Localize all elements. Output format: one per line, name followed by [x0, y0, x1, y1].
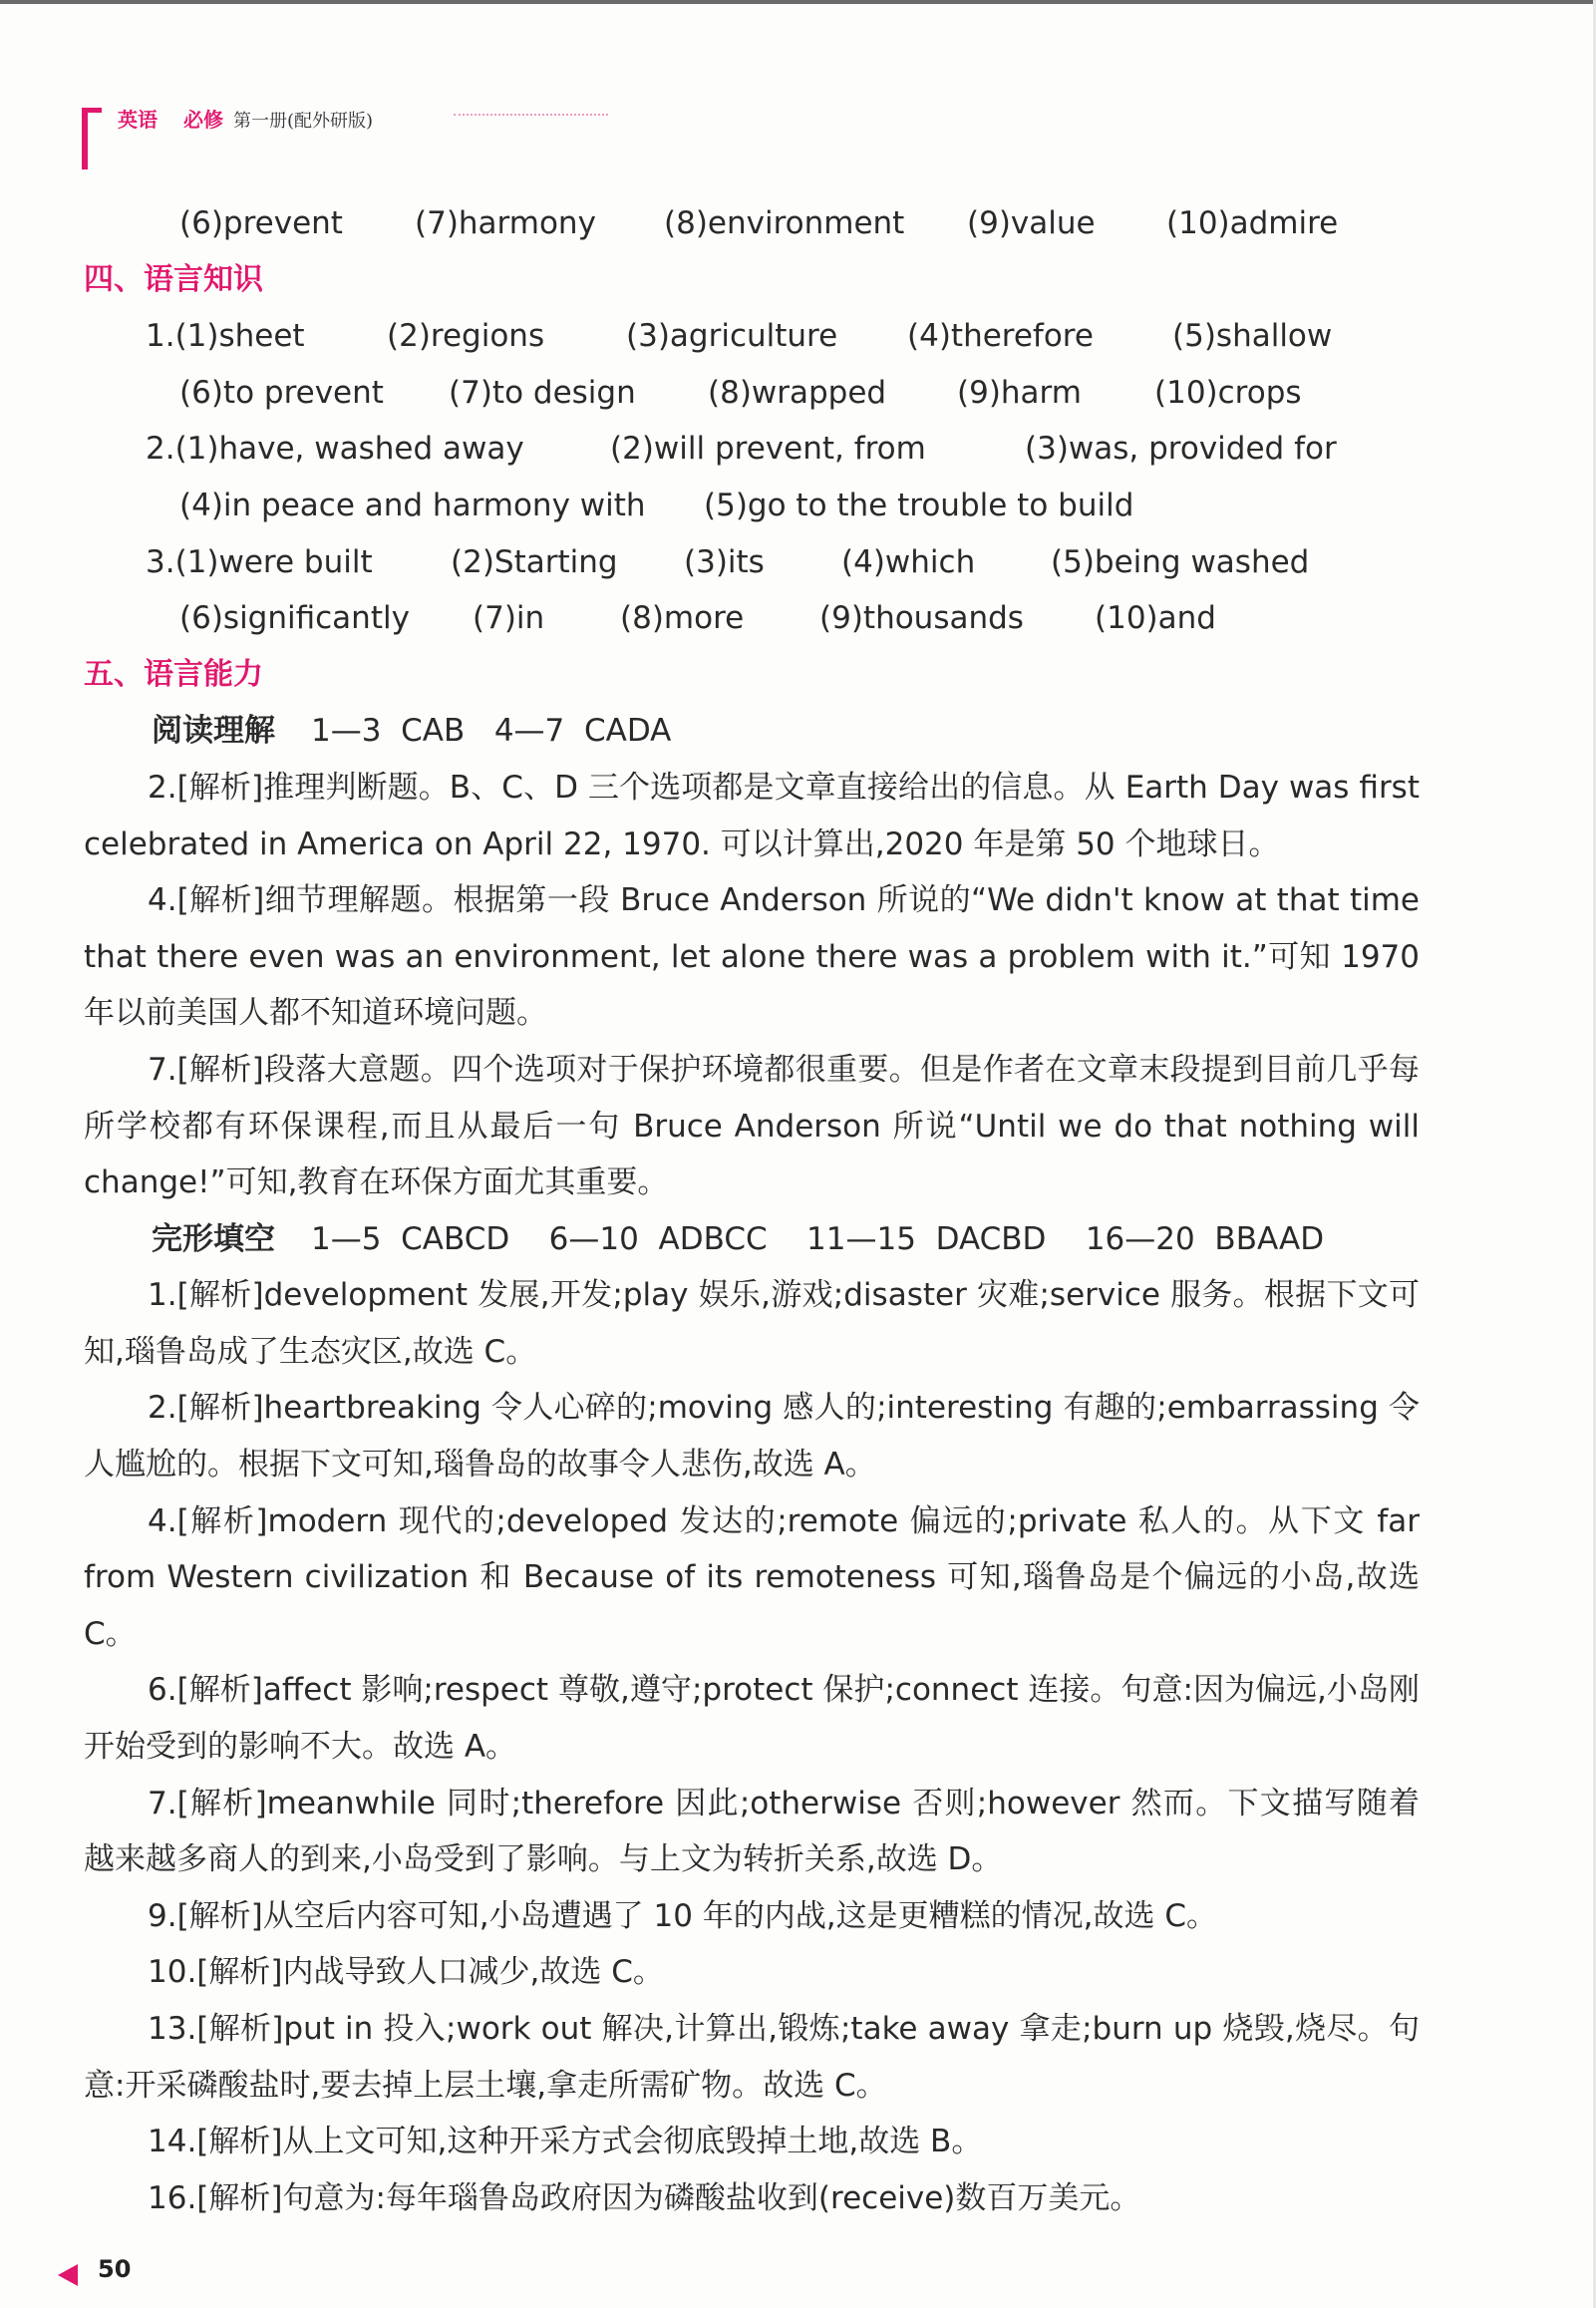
- reading-answers: 1—3 CAB 4—7 CADA: [311, 713, 672, 750]
- explanation-paragraph: [84, 1888, 1420, 1945]
- answer-item: (4)therefore: [907, 318, 1094, 355]
- answer-item: (10)and: [1095, 600, 1216, 637]
- explanation-text: 6.[解析]affect 影响;respect 尊敬,遵守;protect 保护;connect 连接。句意:因为偏远,小岛刚开始受到的影响不大。故选 A。: [84, 1672, 1420, 1766]
- answer-row: [84, 195, 1420, 252]
- explanation-paragraph: [84, 1042, 1420, 1211]
- explanation-paragraph: [84, 1944, 1420, 2001]
- answer-item: (5)shallow: [1172, 318, 1333, 355]
- answer-item: (6)significantly: [179, 600, 410, 637]
- answer-item: (9)thousands: [819, 600, 1024, 637]
- explanation-paragraph: [84, 760, 1420, 872]
- explanation-text: 2.[解析]heartbreaking 令人心碎的;moving 感人的;interesting 有趣的;embarrassing 令人尴尬的。根据下文可知,瑙鲁岛的故事令人悲伤,故选 A。: [84, 1390, 1420, 1484]
- explanation-text: 1.[解析]development 发展,开发;play 娱乐,游戏;disaster 灾难;service 服务。根据下文可知,瑙鲁岛成了生态灾区,故选 C。: [84, 1277, 1420, 1370]
- explanation-paragraph: [84, 1662, 1420, 1775]
- explanation-paragraph: [84, 1267, 1420, 1380]
- answer-item: (7)harmony: [415, 205, 596, 241]
- answer-item: (8)environment: [664, 205, 905, 241]
- answer-item: (3)agriculture: [626, 318, 838, 355]
- answer-row: [84, 478, 1420, 534]
- reading-answers-row: [84, 703, 1420, 760]
- answer-item: 2.(1)have, washed away: [146, 431, 524, 468]
- header-volume: 第一册(配外研版): [233, 111, 374, 132]
- section-5-title: 五、语言能力: [84, 656, 263, 692]
- answer-item: (10)crops: [1154, 374, 1302, 411]
- cloze-label: 完形填空: [152, 1220, 275, 1257]
- explanation-paragraph: [84, 2001, 1420, 2114]
- page-marker-triangle-icon: [58, 2264, 78, 2286]
- explanation-paragraph: [84, 2170, 1420, 2227]
- explanation-text: 16.[解析]句意为:每年瑙鲁岛政府因为磷酸盐收到(receive)数百万美元。: [148, 2179, 1141, 2216]
- explanation-text: 7.[解析]段落大意题。四个选项对于保护环境都很重要。但是作者在文章末段提到目前几乎每所学校都有环保课程,而且从最后一句 Bruce Anderson 所说“Until we do that nothing will change!”可知,教育在环保方面尤其重要。: [84, 1051, 1420, 1201]
- reading-label: 阅读理解: [152, 713, 275, 750]
- answer-item: (9)value: [967, 205, 1096, 241]
- explanation-paragraph: [84, 1493, 1420, 1663]
- explanation-paragraph: [84, 872, 1420, 1042]
- answer-item: (4)which: [841, 543, 976, 580]
- answer-item: (8)wrapped: [708, 374, 887, 411]
- answer-content: [84, 195, 1420, 2226]
- answer-item: (3)its: [684, 543, 765, 580]
- page-number: 50: [98, 2255, 132, 2283]
- explanation-text: 2.[解析]推理判断题。B、C、D 三个选项都是文章直接给出的信息。从 Earth Day was first celebrated in America on April 22, 1970. 可以计算出,2020 年是第 50 个地球日。: [84, 769, 1420, 862]
- answer-row: [84, 421, 1420, 478]
- header-accent-tick: [82, 108, 102, 113]
- explanation-paragraph: [84, 2114, 1420, 2170]
- answer-item: (2)will prevent, from: [610, 431, 926, 468]
- answer-item: (5)go to the trouble to build: [704, 487, 1134, 523]
- answer-row: [84, 590, 1420, 647]
- answer-item: (6)to prevent: [179, 374, 384, 411]
- answer-item: (10)admire: [1166, 205, 1339, 241]
- answer-item: (6)prevent: [179, 205, 343, 241]
- answer-item: (2)Starting: [451, 543, 618, 580]
- answer-item: 1.(1)sheet: [146, 318, 305, 355]
- explanation-text: 13.[解析]put in 投入;work out 解决,计算出,锻炼;take away 拿走;burn up 烧毁,烧尽。句意:开采磷酸盐时,要去掉上层土壤,拿走所需矿物。故选 C。: [84, 2011, 1420, 2104]
- header-accent-bar: [82, 108, 88, 169]
- answer-row: [84, 308, 1420, 365]
- explanation-paragraph: [84, 1776, 1420, 1888]
- header-book: 必修: [183, 108, 223, 132]
- explanation-text: 9.[解析]从空后内容可知,小岛遭遇了 10 年的内战,这是更糟糕的情况,故选 C。: [148, 1897, 1217, 1934]
- answer-row: [84, 365, 1420, 422]
- cloze-answers: 1—5 CABCD 6—10 ADBCC 11—15 DACBD 16—20 BBAAD: [311, 1220, 1325, 1257]
- explanation-text: 4.[解析]modern 现代的;developed 发达的;remote 偏远的;private 私人的。从下文 far from Western civilization 和 Because of its remoteness 可知,瑙鲁岛是个偏远的小岛,故选 C。: [84, 1502, 1420, 1652]
- answer-item: (7)in: [473, 600, 545, 637]
- answer-item: (4)in peace and harmony with: [179, 487, 646, 523]
- header-subject: 英语: [118, 108, 158, 132]
- explanation-text: 7.[解析]meanwhile 同时;therefore 因此;otherwise 否则;however 然而。下文描写随着越来越多商人的到来,小岛受到了影响。与上文为转折关系,故选 D。: [84, 1785, 1420, 1878]
- cloze-answers-row: [84, 1211, 1420, 1268]
- answer-item: (5)being washed: [1051, 543, 1310, 580]
- answer-item: 3.(1)were built: [146, 543, 373, 580]
- top-border: [0, 0, 1596, 4]
- running-header: [118, 104, 373, 133]
- answer-item: (8)more: [620, 600, 745, 637]
- explanation-text: 4.[解析]细节理解题。根据第一段 Bruce Anderson 所说的“We didn't know at that time that there even was an environment, let alone there was a problem with it.”可知 1970 年以前美国人都不知道环境问题。: [84, 882, 1420, 1032]
- explanation-text: 10.[解析]内战导致人口减少,故选 C。: [148, 1954, 664, 1991]
- section-4-title: 四、语言知识: [84, 261, 263, 297]
- header-dotted-rule: [454, 114, 608, 116]
- answer-item: (9)harm: [957, 374, 1082, 411]
- answer-item: (3)was, provided for: [1025, 431, 1337, 468]
- answer-item: (2)regions: [387, 318, 545, 355]
- explanation-text: 14.[解析]从上文可知,这种开采方式会彻底毁掉土地,故选 B。: [148, 2124, 983, 2160]
- answer-item: (7)to design: [449, 374, 636, 411]
- explanation-paragraph: [84, 1380, 1420, 1492]
- answer-row: [84, 534, 1420, 591]
